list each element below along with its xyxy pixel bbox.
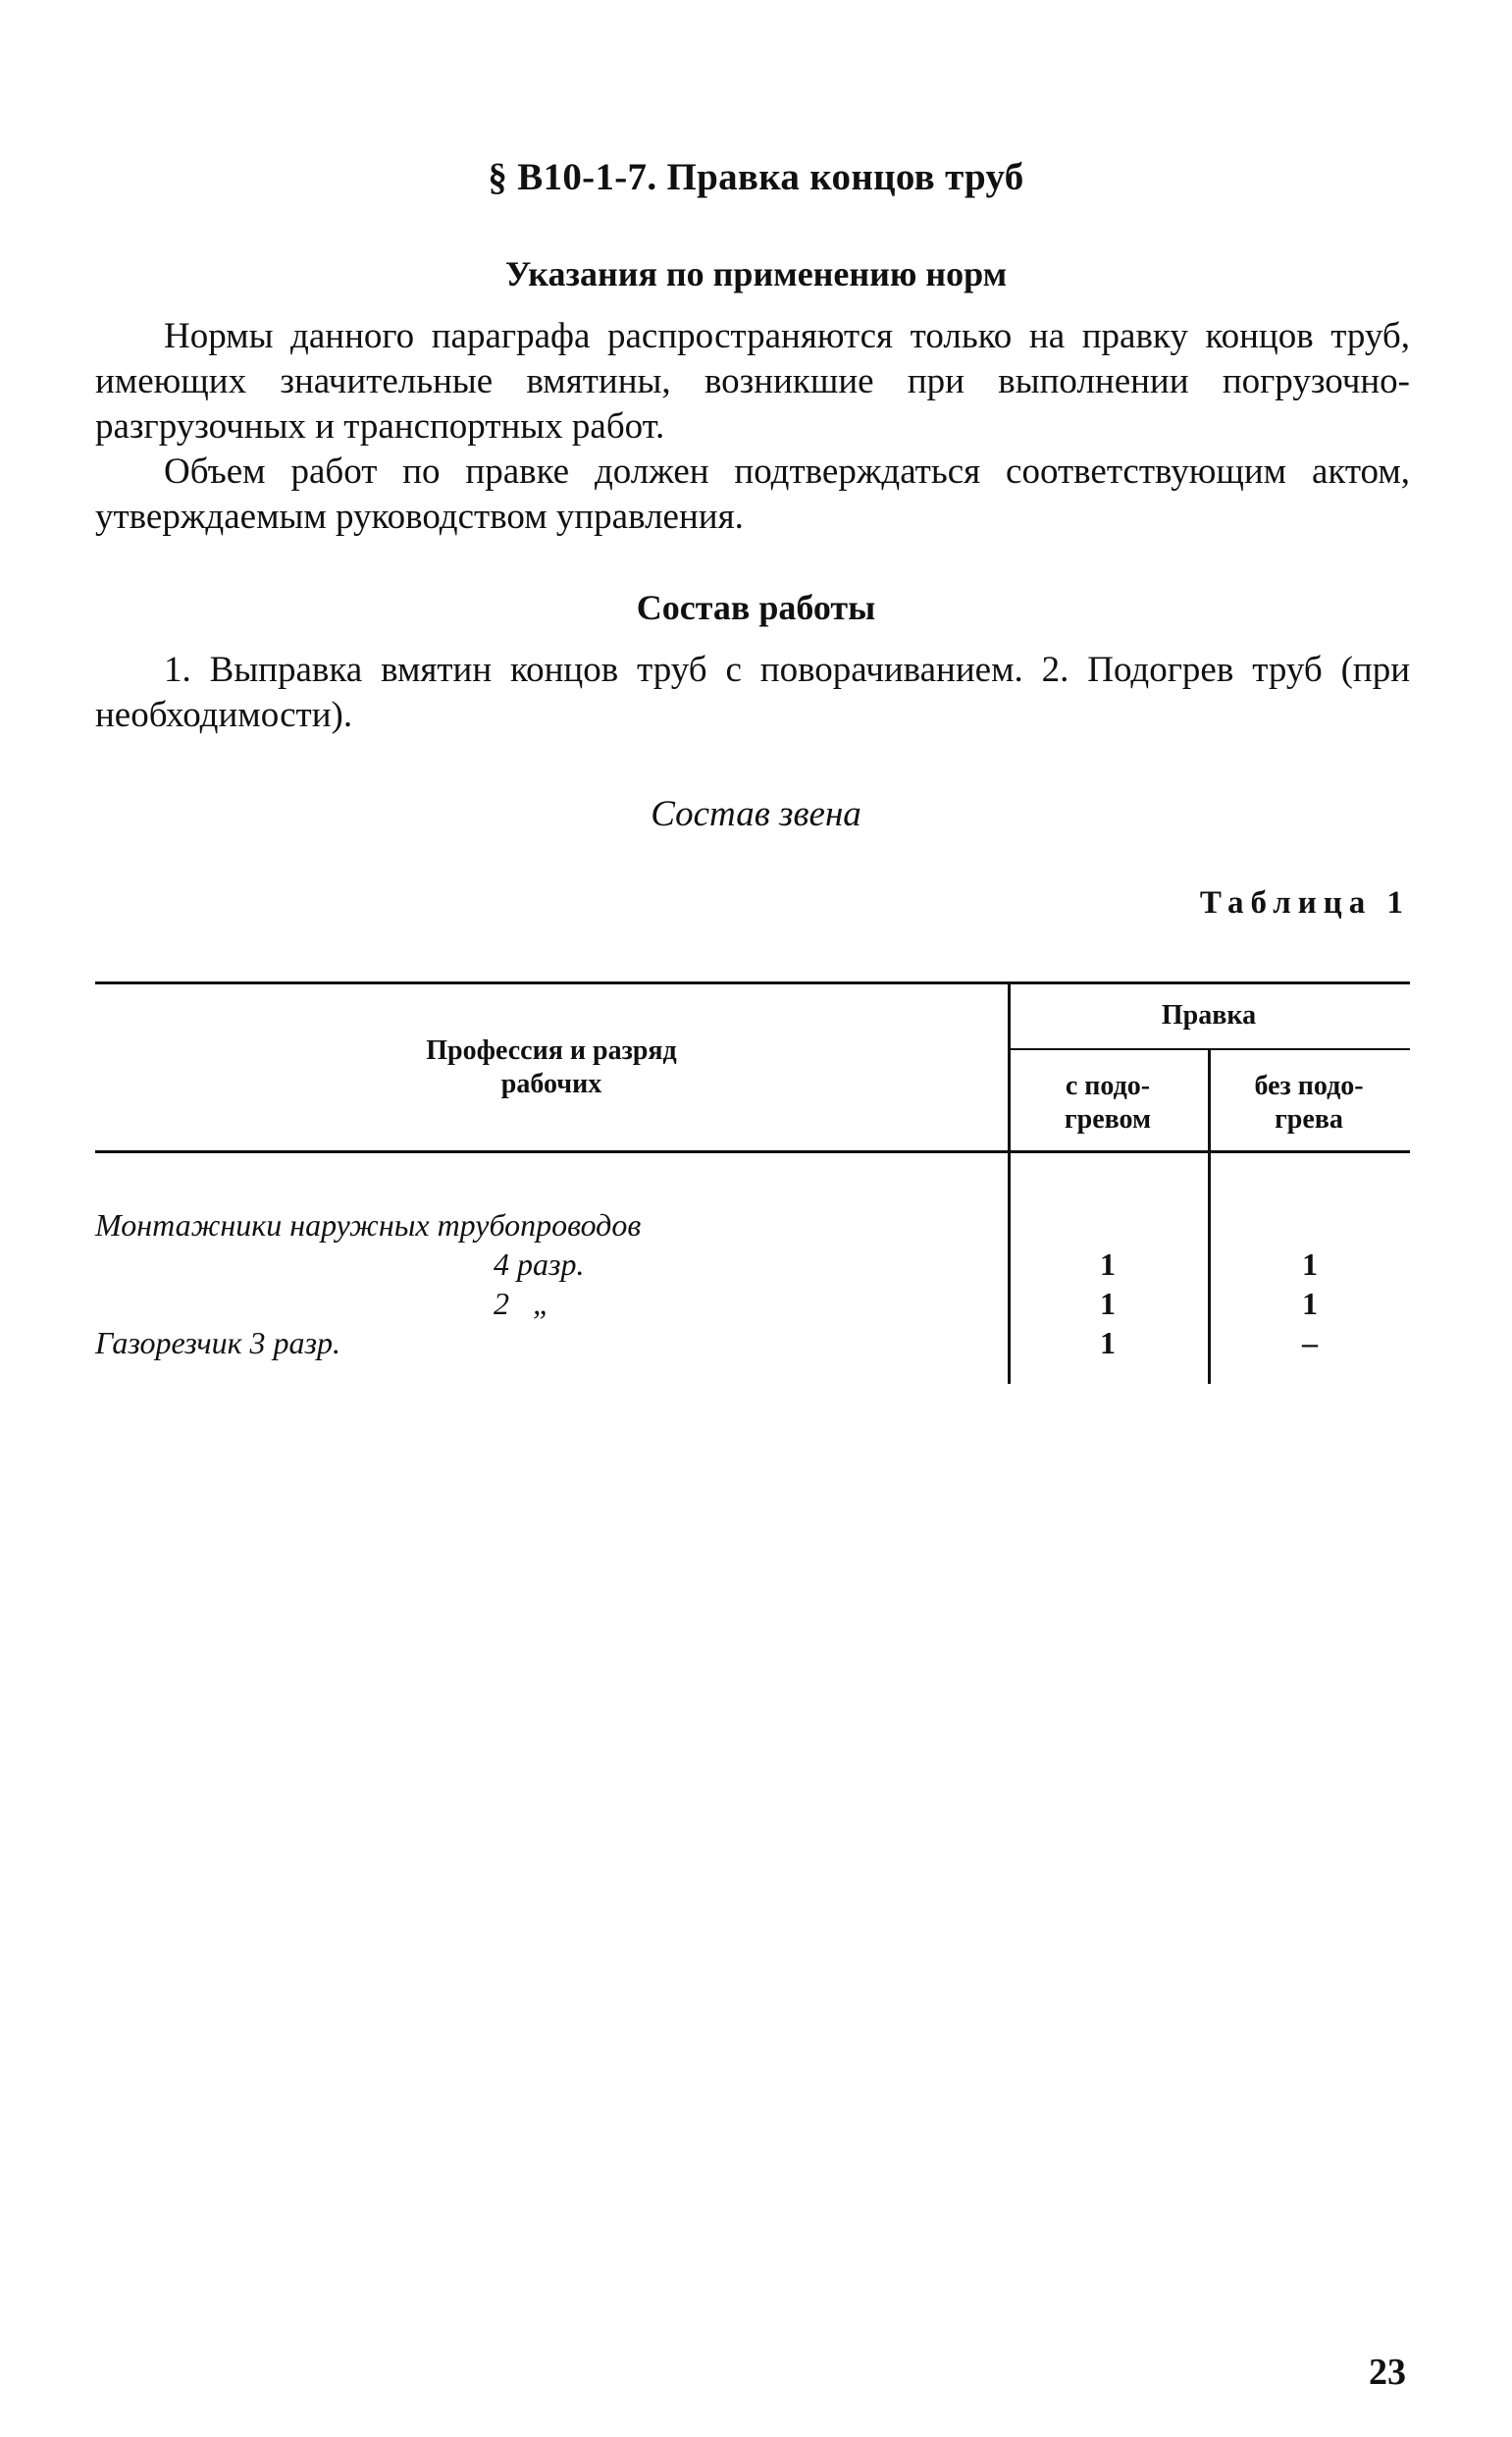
table-row-profession: 4 разр. bbox=[494, 1246, 585, 1282]
table-row-without-heat: – bbox=[1302, 1325, 1318, 1360]
header-bottom-rule bbox=[95, 1150, 1410, 1153]
instructions-heading: Указания по применению норм bbox=[504, 254, 1008, 293]
section-title: § В10-1-7. Правка концов труб bbox=[488, 156, 1024, 198]
table-row-profession: Монтажники наружных трубопроводов bbox=[95, 1207, 642, 1243]
group-header: Правка bbox=[1161, 1000, 1257, 1031]
profession-column-header: Профессия и разряд рабочих bbox=[426, 1035, 677, 1099]
instructions-paragraph-1: Нормы данного параграфа распространяются только на правку концов труб, имеющих значительные вмятины, возникшие при выполнении погрузочно-разгрузочных и транспортных работ. bbox=[95, 316, 1410, 447]
work-composition-heading: Состав работы bbox=[636, 588, 876, 627]
table-row-with-heat: 1 bbox=[1100, 1246, 1116, 1282]
work-composition-paragraph: 1. Выправка вмятин концов труб с поворачиванием. 2. Подогрев труб (при необходимости). bbox=[95, 650, 1410, 735]
without-heat-column-header: без подо- грева bbox=[1254, 1071, 1364, 1135]
table-row-without-heat: 1 bbox=[1302, 1246, 1318, 1282]
with-heat-column-header: с подо- гревом bbox=[1064, 1071, 1152, 1135]
table-row-with-heat: 1 bbox=[1100, 1286, 1116, 1321]
table-row-profession: Газорезчик 3 разр. bbox=[95, 1325, 341, 1360]
table-row-without-heat: 1 bbox=[1302, 1286, 1318, 1321]
column-divider-1 bbox=[1008, 981, 1011, 1384]
instructions-paragraph-2: Объем работ по правке должен подтверждаться соответствующим актом, утверждаемым руководством управления. bbox=[95, 451, 1410, 537]
page-number: 23 bbox=[1369, 2352, 1406, 2393]
table-top-rule bbox=[95, 981, 1410, 984]
table-row-with-heat: 1 bbox=[1100, 1325, 1116, 1360]
table-label: Таблица 1 bbox=[1199, 885, 1410, 921]
crew-composition-heading: Состав звена bbox=[651, 794, 861, 834]
table-row-profession: 2 „ bbox=[494, 1286, 550, 1321]
crew-table bbox=[95, 981, 1410, 1384]
